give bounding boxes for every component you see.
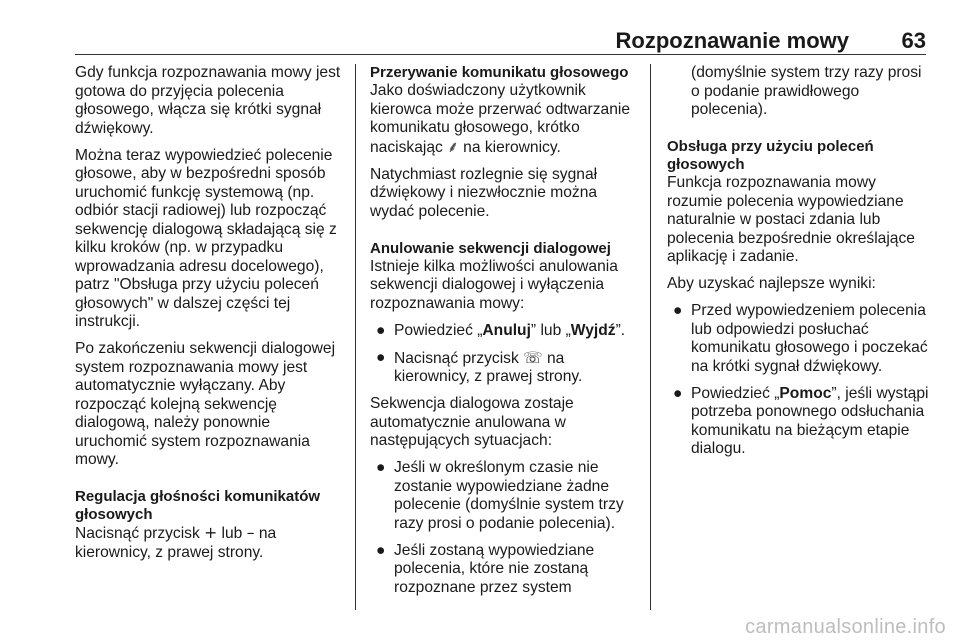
paragraph-volume: Nacisnąć przycisk + lub – na kierownicy, z prawej strony. <box>75 524 277 561</box>
paragraph: Natychmiast rozlegnie się sygnał dźwiękowy i niezwłocznie można wydać polecenie. <box>370 165 598 220</box>
list-item: ● Przed wypowiedzeniem polecenia lub odpowiedzi posłuchać komunikatu głosowego i poczekać na krótki sygnał dźwiękowy. <box>673 302 928 375</box>
section-heading-interrupt: Przerywanie komunikatu głosowego <box>370 64 629 81</box>
list-item: ● Jeśli zostaną wypowiedziane polecenia, które nie zostaną rozpoznane przez system <box>376 541 595 596</box>
paragraph: Funkcja rozpoznawania mowy rozumie polecenia wypowiedziane naturalnie w postaci zdania lub polecenia bezpośrednie określające aplikację i zadanie. <box>667 174 915 265</box>
section-heading-cancel: Anulowanie sekwencji dialogowej <box>370 239 611 257</box>
column-divider-1 <box>355 64 356 610</box>
list-item: ● Jeśli w określonym czasie nie zostanie wypowiedziane żadne polecenie (domyślnie system trzy razy prosi o podanie polecenia). <box>376 459 624 532</box>
plus-icon: + <box>204 524 218 542</box>
tips-list <box>667 302 933 459</box>
list-item: ● Powiedzieć „Anuluj” lub „Wyjdź”. <box>376 321 626 339</box>
bullet: ● <box>376 321 386 339</box>
bullet: ● <box>673 302 683 319</box>
continued-list <box>667 64 933 120</box>
column-3 <box>667 64 933 467</box>
cancel-list <box>370 322 638 387</box>
paragraph: Gdy funkcja rozpoznawania mowy jest gotowa do przyjęcia polecenia głosowego, włącza się krótki sygnał dźwiękowy. <box>75 64 341 137</box>
column-divider-2 <box>650 64 651 610</box>
column-2 <box>370 64 638 606</box>
bullet: ● <box>376 348 386 366</box>
list-item-continued: (domyślnie system trzy razy prosi o podanie prawidłowego polecenia). <box>691 64 922 118</box>
bullet: ● <box>673 384 683 402</box>
page-title: Rozpoznawanie mowy <box>615 28 849 53</box>
watermark: carmanualsonline.info <box>745 616 946 638</box>
bullet: ● <box>376 541 386 559</box>
header-rule <box>75 54 926 55</box>
minus-icon: – <box>246 524 255 542</box>
page-header <box>0 0 960 52</box>
paragraph: Aby uzyskać najlepsze wyniki: <box>667 275 876 292</box>
bullet: ● <box>376 459 386 476</box>
paragraph: Jako doświadczony użytkownik kierowca może przerwać odtwarzanie komunikatu głosowego, krótko naciskając ⸙ na kierownicy. <box>370 82 630 156</box>
paragraph: Można teraz wypowiedzieć polecenie głosowe, aby w bezpośredni sposób uruchomić funkcję systemową (np. odbiór stacji radiowej) lub rozpocząć sekwencję dialogową składającą się z kilku kroków (np. w przypadku wprowadzania adresu docelowego), patrz "Obsługa przy użyciu poleceń głosowych" w dalszej części tej instrukcji. <box>75 146 337 330</box>
column-1 <box>75 64 345 571</box>
voice-control-icon: ⸙ <box>447 137 459 156</box>
page-number: 63 <box>901 28 926 53</box>
paragraph: Istnieje kilka możliwości anulowania sekwencji dialogowej i wyłączenia rozpoznawania mowy: <box>370 257 618 312</box>
section-heading-volume: Regulacja głośności komunikatów głosowych <box>75 488 321 523</box>
auto-cancel-list <box>370 459 638 597</box>
section-heading-voice-commands: Obsługa przy użyciu poleceń głosowych <box>667 138 874 173</box>
list-item: ● Nacisnąć przycisk ☏ na kierownicy, z prawej strony. <box>376 348 583 385</box>
hang-up-icon: ☏ <box>523 348 543 367</box>
list-item: ● Powiedzieć „Pomoc”, jeśli wystąpi potrzeba ponownego odsłuchania komunikatu na bieżącym etapie dialogu. <box>673 384 929 457</box>
paragraph: Po zakończeniu sekwencji dialogowej system rozpoznawania mowy jest automatycznie wyłączany. Aby rozpocząć kolejną sekwencję dialogową, należy ponownie uruchomić system rozpoznawania mowy. <box>75 340 336 468</box>
paragraph: Sekwencja dialogowa zostaje automatycznie anulowana w następujących sytuacjach: <box>370 395 574 449</box>
